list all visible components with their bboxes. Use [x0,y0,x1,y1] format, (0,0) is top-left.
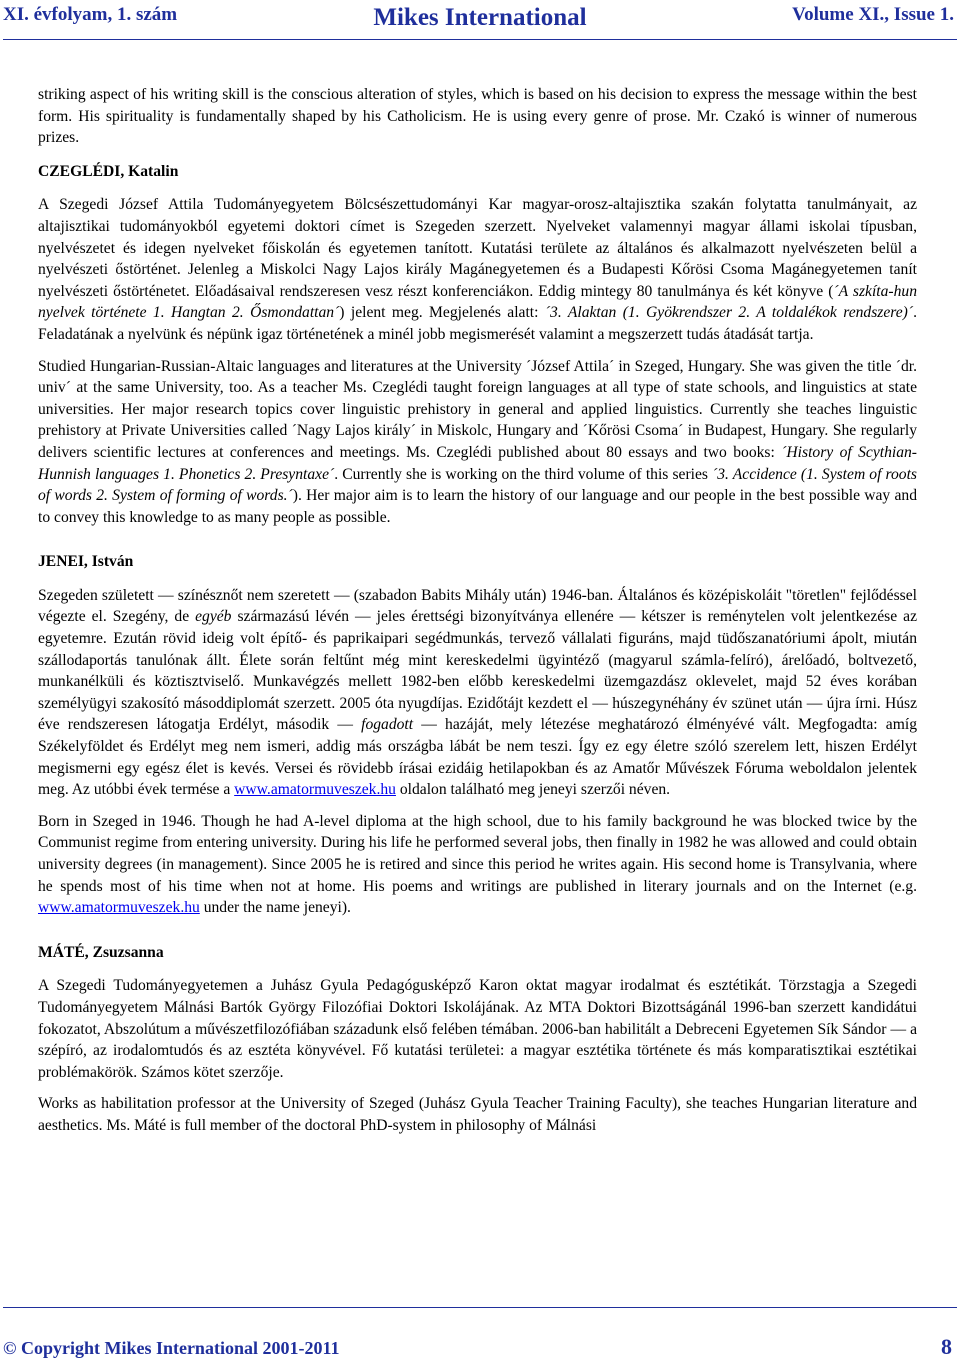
text-run: oldalon található meg jeneyi szerzői néven. [395,781,671,799]
issue-english: Volume XI., Issue 1. [792,4,954,25]
author-heading-jenei: JENEI, István [38,553,134,571]
author-heading-mate: MÁTÉ, Zsuzsanna [38,943,164,961]
page-header [0,0,960,44]
copyright-notice: © Copyright Mikes International 2001-2011 [3,1338,340,1358]
book-title: ´History of Scythian-Hunnish languages 1. Phonetics 2. Presyntaxe´ [38,443,917,483]
emphasis: egyéb [195,608,232,626]
text-run: . Feladatának a nyelvünk és népünk igaz történetének a minél jobb megismerését valamint a megszerzett tudás átadását tartja. [38,304,917,343]
website-link[interactable]: www.amatormuveszek.hu [234,781,396,799]
text-run: — hazáját, mely létezése meghatározó élményévé vált. Megfogadta: amíg Székelyföldet és Erdélyt meg nem ismeri, addig más országba lábát be nem teszi. Így ez egy életre szóló szerelem lett, hiszen Erdélyt megismerni egy egész élet is kevés. Versei és rövidebb írásai ezidáig hetilapokban és az Amatőr Művészek Fóruma weboldalon jelentek meg. Az utóbbi évek termése a [38,716,917,799]
text-run: Szegeden született — színésznőt nem szeretett — (szabadon Babits Mihály után) 1946-ban. Általános és középiskoláit "töretlen" fejlődéssel végezte el. Szegény, de [38,586,917,626]
text-run: származású lévén — jeles érettségi bizonyítványa ellenére — kétszer is reménytelen volt jelentkezése az egyetemre. Ezután rövid ideig volt építő- és paprikaipari segédmunkás, tervező vállalati figuráns, majd tüdőszanatóriumi ápolt, miután szállodaportás tanulónak állt. Élete során feltűnt még mint kereskedelmi ügyintéző (magyarul számla-felíró), árelőadó, boltvezető, munkanélküli és köztisztviselő. Munkavégzés mellett 1982-ben előbb kereskedelmi üzemgazdász oklevelet, majd 52 éves korában személyügyi szakosító másoddiplomát szerzett. 2005 óta nyugdíjas. Ezidőtájt kezdett el — húszegynéhány év szünet után — újra írni. Húsz éve rendszeresen látogatja Erdélyt, második — [38,608,917,734]
header-divider [3,39,957,40]
page-number: 8 [941,1334,952,1359]
author-heading-czegledi: CZEGLÉDI, Katalin [38,162,179,180]
text-run: . Currently she is working on the third volume of this series [334,465,713,483]
text-run: ) jelent meg. Megjelenés alatt: [339,304,545,322]
paragraph-hungarian [38,585,917,801]
paragraph-english [38,356,917,529]
book-title: ´3. Accidence (1. System of roots of words 2. System of forming of words.´ [38,465,918,505]
text-run: A Szegedi József Attila Tudományegyetem Bölcsészettudományi Kar magyar-orosz-altajisztika szakán folytatta tanulmányait, az altajisztikai tudományokból egyetemi doktori címet is Szegeden szerzett. Nyelveket valamennyi magyar állami iskolai típusban, nyelvészetet és idegen nyelveket főiskolán és egyetemen tanított. Kutatási területe az általános és alkalmazott nyelvészeten belül a nyelvészeti őstörténet. Jelenleg a Miskolci Nagy Lajos király Magánegyetemen és a Budapesti Kőrösi Csoma Magánegyetemen tanít nyelvészeti őstörténetet. Előadásaival rendszeresen vesz részt konferenciákon. Eddig mintegy 80 tanulmánya és két könyve ( [38,196,917,300]
paragraph-english [38,811,917,919]
text-run: Studied Hungarian-Russian-Altaic languages and literatures at the University ´József Attila´ in Szeged, Hungary. She was given the title ´dr. univ´ at the same University, too. As a teacher Ms. Czeglédi taught foreign languages at all type of state schools, and linguistics at state universities. Her major research topics cover linguistic prehistory in general and applied linguistics. Currently she teaches linguistic prehistory at Private Universities called ´Nagy Lajos király´ in Miskolc, Hungary and ´Kőrösi Csoma´ in Budapest, Hungary. She regularly delivers scientific lectures at conferences and meetings. Ms. Czeglédi published about 80 essays and two books: [38,357,917,461]
issue-hungarian: XI. évfolyam, 1. szám [3,4,178,25]
article-body [38,84,917,1147]
journal-title: Mikes International [373,4,587,31]
paragraph-english: Works as habilitation professor at the University of Szeged (Juhász Gyula Teacher Training Faculty), she teaches Hungarian literature and aesthetics. Ms. Máté is full member of the doctoral PhD-system in philosophy of Málnási [38,1095,917,1134]
book-title: ´3. Alaktan (1. Gyökrendszer 2. A toldalékok rendszere)´ [544,304,914,322]
footer-divider [3,1307,957,1308]
text-run: Born in Szeged in 1946. Though he had A-level diploma at the high school, due to his family background he was blocked twice by the Communist regime from entering university. During his life he performed several jobs, then finally in 1982 he was allowed and could obtain university degrees (in management). Since 2005 he is retired and since this period he writes again. His second home is Transylvania, where he spends most of his time when not at home. His poems and writings are published in literary journals and on the Internet (e.g. [38,812,917,895]
website-link[interactable]: www.amatormuveszek.hu [38,899,200,917]
paragraph-hungarian: A Szegedi Tudományegyetemen a Juhász Gyula Pedagógusképző Karon oktat magyar irodalmat és esztétikát. Törzstagja a Szegedi Tudományegyetem Málnási Bartók György Filozófiai Doktori Iskolájának. Az MTA Doktori Bizottságánál 1996-ban szerzett kandidátui fokozatot, Abszolútum a művészetfilozófiában századunk első felében témában. 2006-ban habilitált a Debreceni Egyetemen Sík Sándor — a szépíró, az irodalomtudós és az esztéta könyvével. Fő kutatási területei: a magyar esztétika története és más komparatisztikai esztétikai problémakörök. Számos kötet szerzője. [38,977,917,1081]
emphasis: fogadott [361,716,414,734]
intro-paragraph: striking aspect of his writing skill is the conscious alteration of styles, which is based on his decision to express the message within the best form. His spirituality is fundamentally shaped by his Catholicism. He is using every genre of prose. Mr. Czakó is winner of numerous prizes. [38,86,917,147]
text-run: ). Her major aim is to learn the history of our language and our people in the best possible way and to convey this knowledge to as many people as possible. [38,487,917,526]
paragraph-hungarian [38,194,917,345]
book-title: ´A szkíta-hun nyelvek története 1. Hangtan 2. Ősmondattan´ [38,282,917,322]
text-run: under the name jeneyi). [199,899,351,917]
